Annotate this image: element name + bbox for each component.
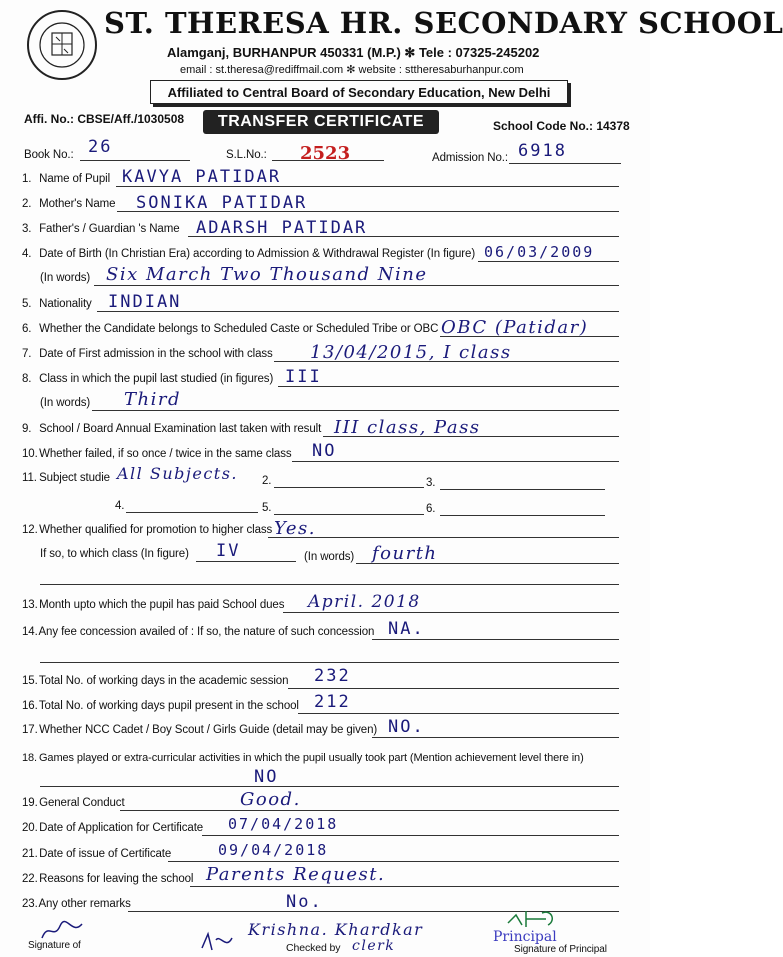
field-8-words-label: (In words) — [40, 397, 91, 409]
field-12-value: Yes. — [274, 518, 316, 539]
field-21-label: 21. Date of issue of Certificate — [22, 848, 172, 860]
field-18-value: NO — [254, 767, 279, 787]
school-address: Alamganj, BURHANPUR 450331 (M.P.) ✻ Tele : 07325-245202 — [167, 45, 540, 60]
field-10-value: NO — [312, 441, 337, 461]
admission-no-label: Admission No.: — [432, 152, 508, 164]
field-12-class-value: IV — [216, 541, 241, 561]
field-19-label: 19. General Conduct — [22, 797, 125, 809]
field-23-label: 23. Any other remarks — [22, 898, 131, 910]
signature-left-label: Signature of — [28, 940, 81, 951]
principal-stamp: Principal — [493, 929, 557, 945]
checked-by-label: Checked by — [286, 942, 341, 954]
signature-principal-label: Signature of Principal — [514, 944, 607, 955]
affiliation-number: Affi. No.: CBSE/Aff./1030508 — [24, 112, 185, 126]
field-16-label: 16. Total No. of working days pupil present in the school — [22, 700, 299, 712]
certificate-title: TRANSFER CERTIFICATE — [203, 110, 439, 134]
field-8-value: III — [285, 367, 322, 387]
school-logo — [26, 9, 98, 81]
field-9-label: 9. School / Board Annual Examination last taken with result — [22, 423, 322, 435]
field-17-value: NO. — [388, 717, 425, 737]
field-19-value: Good. — [240, 789, 301, 810]
field-1-value: KAVYA PATIDAR — [122, 167, 282, 187]
field-2-label: 2. Mother's Name — [22, 198, 116, 210]
field-11-value: All Subjects. — [117, 464, 238, 483]
field-12-words-value: fourth — [372, 543, 438, 564]
sl-no-value: 2523 — [300, 143, 351, 164]
field-17-label: 17. Whether NCC Cadet / Boy Scout / Girls Guide (detail may be given) — [22, 724, 378, 736]
field-4-words-value: Six March Two Thousand Nine — [106, 264, 428, 285]
checker-name: Krishna. Khardkar — [248, 920, 424, 939]
field-18-label: 18. Games played or extra-curricular activities in which the pupil usually took part (Mention achievement level there in) — [22, 752, 584, 764]
subject-2-label: 2. — [262, 475, 272, 487]
field-15-label: 15. Total No. of working days in the academic session — [22, 675, 289, 687]
school-name: ST. THERESA HR. SECONDARY SCHOOL — [104, 6, 783, 40]
field-3-label: 3. Father's / Guardian 's Name — [22, 223, 180, 235]
field-8-words-value: Third — [124, 389, 181, 410]
subject-5-label: 5. — [262, 502, 272, 514]
subject-3-label: 3. — [426, 477, 436, 489]
field-21-value: 09/04/2018 — [218, 841, 329, 859]
admission-no-value: 6918 — [518, 141, 567, 161]
field-10-label: 10. Whether failed, if so once / twice in the same class — [22, 448, 292, 460]
principal-signature — [502, 905, 562, 931]
field-22-value: Parents Request. — [206, 864, 386, 885]
field-15-value: 232 — [314, 666, 351, 686]
field-8-label: 8. Class in which the pupil last studied (in figures) — [22, 373, 274, 385]
field-12-class-label: If so, to which class (In figure) — [40, 548, 189, 560]
field-1-label: 1. Name of Pupil — [22, 173, 111, 185]
field-5-value: INDIAN — [108, 292, 182, 312]
affiliation-banner — [150, 80, 568, 104]
field-7-label: 7. Date of First admission in the school with class — [22, 348, 273, 360]
field-2-value: SONIKA PATIDAR — [136, 193, 308, 213]
field-14-value: NA. — [388, 619, 425, 639]
field-22-label: 22. Reasons for leaving the school — [22, 873, 194, 885]
subject-4-label: 4. — [115, 500, 125, 512]
field-11-label: 11. Subject studie — [22, 472, 110, 484]
field-20-label: 20. Date of Application for Certificate — [22, 822, 204, 834]
field-12-words-label: (In words) — [304, 551, 355, 563]
field-7-value: 13/04/2015, I class — [310, 342, 512, 363]
book-no-label: Book No.: — [24, 149, 74, 161]
field-4-value: 06/03/2009 — [484, 243, 595, 261]
field-4-label: 4. Date of Birth (In Christian Era) according to Admission & Withdrawal Register (In figure) — [22, 248, 476, 260]
subject-6-label: 6. — [426, 503, 436, 515]
field-4-words-label: (In words) — [40, 272, 91, 284]
checker-initials — [198, 930, 242, 954]
checker-role: clerk — [352, 938, 396, 954]
field-23-value: No. — [286, 892, 323, 912]
field-6-label: 6. Whether the Candidate belongs to Scheduled Caste or Scheduled Tribe or OBC — [22, 323, 439, 335]
field-13-label: 13. Month upto which the pupil has paid School dues — [22, 599, 285, 611]
field-12-label: 12. Whether qualified for promotion to higher class — [22, 524, 273, 536]
field-5-label: 5. Nationality — [22, 298, 92, 310]
affiliation-text: Affiliated to Central Board of Secondary Education, New Delhi — [167, 84, 551, 100]
field-3-value: ADARSH PATIDAR — [196, 218, 368, 238]
field-14-label: 14. Any fee concession availed of : If so, the nature of such concession — [22, 626, 375, 638]
field-20-value: 07/04/2018 — [228, 815, 339, 833]
field-13-value: April. 2018 — [308, 592, 421, 612]
school-contact: email : st.theresa@rediffmail.com ✻ website : sttheresaburhanpur.com — [180, 64, 524, 76]
book-no-value: 26 — [88, 137, 113, 157]
field-6-value: OBC (Patidar) — [441, 317, 589, 338]
sl-no-label: S.L.No.: — [226, 149, 267, 161]
field-9-value: III class, Pass — [334, 417, 481, 438]
school-code: School Code No.: 14378 — [493, 119, 630, 133]
field-16-value: 212 — [314, 692, 351, 712]
